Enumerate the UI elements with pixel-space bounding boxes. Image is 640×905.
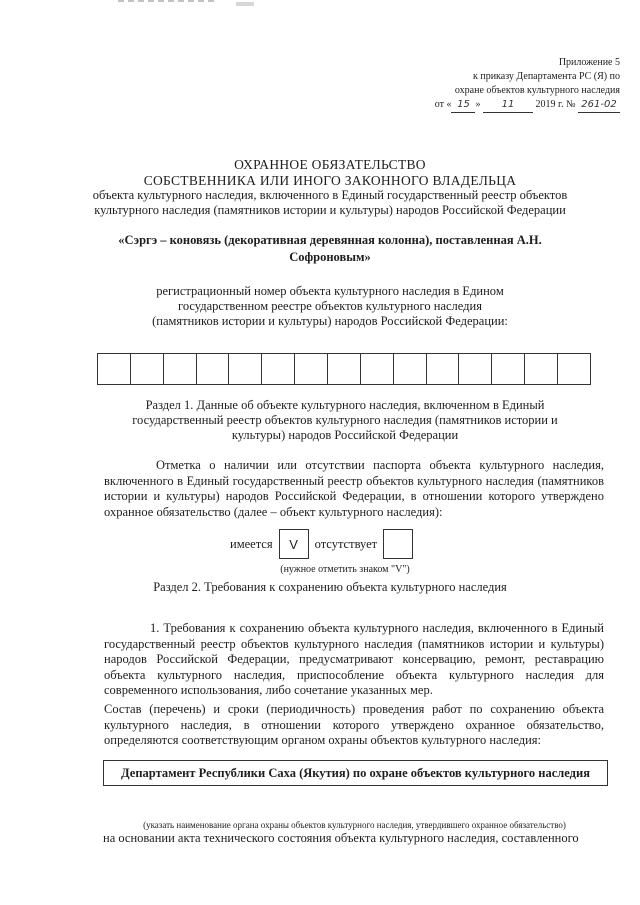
appendix-number: Приложение 5 [558, 57, 620, 68]
no-passport-label: отсутствует [314, 536, 378, 551]
title-line-1: ОХРАННОЕ ОБЯЗАТЕЛЬСТВО [234, 157, 426, 172]
works-list-paragraph: Состав (перечень) и сроки (периодичность) проведения работ по сохранению объекта культурного наследия, в отношении которого утверждено охранное обязательство, определяются соответствующим органом охраны объектов культурного наследия: [104, 702, 604, 747]
date-month: 11 [483, 98, 533, 113]
title-line-3: объекта культурного наследия, включенного в Единый государственный реестр объектов [92, 188, 568, 202]
reg-cell[interactable] [229, 354, 262, 384]
no-passport-checkbox[interactable] [383, 529, 413, 559]
reg-cell[interactable] [197, 354, 230, 384]
reg-cell[interactable] [131, 354, 164, 384]
act-basis-line: на основании акта технического состояния объекта культурного наследия, составленного [103, 831, 579, 845]
reg-cell[interactable] [492, 354, 525, 384]
date-mid: » [475, 99, 481, 110]
has-passport-label: имеется [230, 536, 273, 551]
registration-number-boxes[interactable] [97, 353, 591, 385]
object-name: «Сэргэ – коновязь (декоративная деревянная колонна), поставленная А.Н. Софроновым» [118, 233, 542, 264]
reg-cell[interactable] [427, 354, 460, 384]
scan-artifact-dot [236, 2, 254, 6]
department-hint: (указать наименование органа охраны объектов культурного наследия, утвердившего охранное обязательство) [143, 820, 566, 830]
title-line-4: культурного наследия (памятников истории и культуры) народов Российской Федерации [94, 203, 566, 217]
reg-cell[interactable] [328, 354, 361, 384]
reg-cell[interactable] [394, 354, 427, 384]
reg-cell[interactable] [558, 354, 590, 384]
scan-artifact [118, 0, 214, 8]
registration-number-label: регистрационный номер объекта культурного наследия в Едином государственном реестре объектов культурного наследия (памятников истории и культуры) народов Российской Федерации: [152, 284, 508, 328]
requirements-paragraph: 1. Требования к сохранению объекта культурного наследия, включенного в Единый государственный реестр объектов культурного наследия (памятников истории и культуры) народов Российской Федерации, предусматривают консервацию, ремонт, реставрацию объекта культурного наследия, приспособление объекта культурного наследия для современного использования, либо сочетание указанных мер. [104, 621, 604, 697]
date-prefix: от « [434, 99, 452, 110]
reg-cell[interactable] [295, 354, 328, 384]
passport-mark-text: Отметка о наличии или отсутствии паспорта объекта культурного наследия, включенного в Единый государственный реестр объектов культурного наследия (памятников истории и культуры) народов Российской Федерации, в отношении которого утверждено охранное обязательство (далее – объект культурного наследия): [104, 458, 604, 519]
date-number: 261-02 [578, 98, 620, 113]
title-line-2: СОБСТВЕННИКА ИЛИ ИНОГО ЗАКОННОГО ВЛАДЕЛЬЦА [143, 173, 517, 188]
reg-cell[interactable] [262, 354, 295, 384]
appendix-date [380, 98, 620, 113]
reg-cell[interactable] [525, 354, 558, 384]
date-year: 2019 г. № [535, 99, 576, 110]
reg-cell[interactable] [459, 354, 492, 384]
date-day: 15 [451, 98, 475, 113]
section-1-heading: Раздел 1. Данные об объекте культурного наследия, включенном в Единый государственный реестр объектов культурного наследия (памятников истории и культуры) народов Российской Федерации [132, 398, 558, 442]
reg-cell[interactable] [361, 354, 394, 384]
department-field[interactable]: Департамент Республики Саха (Якутия) по охране объектов культурного наследия [103, 760, 608, 786]
appendix-department: охране объектов культурного наследия [454, 85, 620, 96]
passport-checkbox-row [230, 529, 419, 559]
checkbox-hint: (нужное отметить знаком "V") [280, 564, 410, 575]
reg-cell[interactable] [98, 354, 131, 384]
has-passport-checkbox[interactable]: V [279, 529, 309, 559]
appendix-order: к приказу Департамента РС (Я) по [472, 71, 620, 82]
section-2-heading: Раздел 2. Требования к сохранению объекта культурного наследия [153, 580, 507, 594]
reg-cell[interactable] [164, 354, 197, 384]
